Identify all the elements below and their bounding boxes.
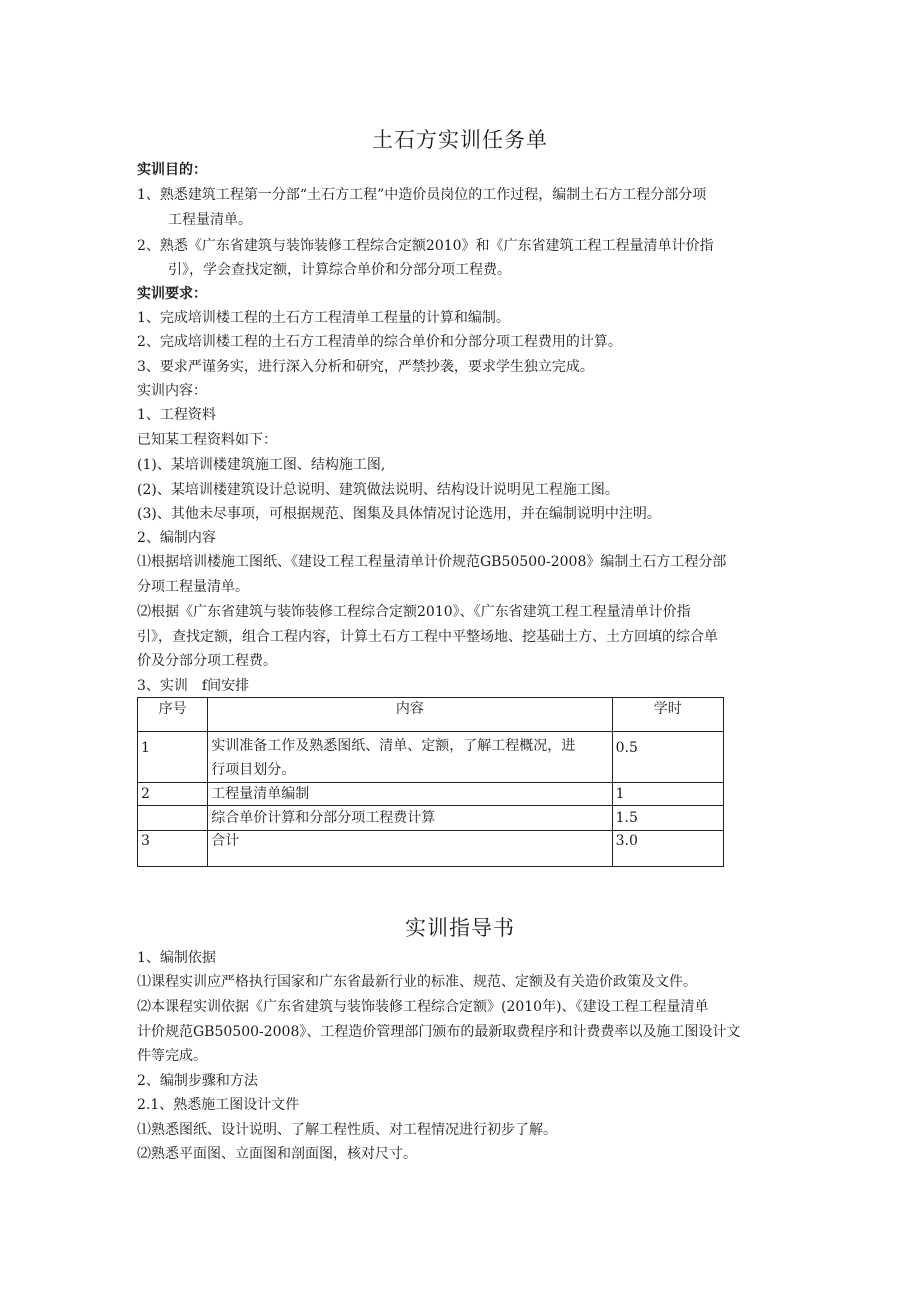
- schedule-table: [137, 697, 724, 867]
- row-no: 2: [138, 783, 208, 806]
- requirement-item: 2、完成培训楼工程的土石方工程清单的综合单价和分部分项工程费用的计算。: [137, 334, 622, 350]
- purpose-heading: 实训目的：: [137, 162, 207, 178]
- content-item-2: ⑵根据《广东省建筑与装饰装修工程综合定额2010》、《广东省建筑工程工程量清单计价指: [137, 604, 691, 620]
- row-content: 合计: [208, 831, 612, 867]
- table-row: [138, 806, 724, 831]
- guide-sec21: 2.1、熟悉施工图设计文件: [137, 1097, 300, 1113]
- guide-item-cont: 件等完成。: [137, 1048, 207, 1064]
- content-item-2-cont: 价及分部分项工程费。: [137, 653, 277, 669]
- header-hours: 学时: [612, 698, 723, 732]
- content-item-1: ⑴根据培训楼施工图纸、《建设工程工程量清单计价规范GB50500-2008》编制土石方工程分部: [137, 554, 727, 570]
- guide-item: ⑵本课程实训依据《广东省建筑与装饰装修工程综合定额》(2010年)、《建设工程工程量清单: [137, 999, 709, 1015]
- content-item-1-cont: 分项工程量清单。: [137, 579, 249, 595]
- material-item: (2)、某培训楼建筑设计总说明、建筑做法说明、结构设计说明见工程施工图。: [137, 482, 619, 498]
- row-content: [208, 732, 612, 783]
- row-hours: 3.0: [612, 831, 723, 867]
- guide-sec1: 1、编制依据: [137, 950, 216, 966]
- requirement-item: 3、要求严谨务实，进行深入分析和研究，严禁抄袭，要求学生独立完成。: [137, 359, 594, 375]
- row-no: 3: [138, 831, 208, 867]
- row-content-line: 实训准备工作及熟悉图纸、清单、定额，了解工程概况，进: [211, 738, 576, 754]
- row-no: [138, 806, 208, 831]
- guide-title: 实训指导书: [405, 916, 515, 940]
- purpose-item-2: 2、熟悉《广东省建筑与装饰装修工程综合定额2010》和《广东省建筑工程工程量清单计价指: [137, 238, 714, 254]
- content-sec2: 2、编制内容: [137, 530, 216, 546]
- row-hours: 1.5: [612, 806, 723, 831]
- purpose-item-1: 1、熟悉建筑工程第一分部“土石方工程”中造价员岗位的工作过程，编制土石方工程分部分项: [137, 187, 707, 203]
- content-sec3: 3、实训 f间安排: [137, 678, 250, 694]
- content-known: 已知某工程资料如下：: [137, 432, 277, 448]
- requirements-heading: 实训要求：: [137, 286, 207, 302]
- task-sheet-title: 土石方实训任务单: [372, 128, 548, 152]
- guide-step: ⑴熟悉图纸、设计说明、了解工程性质、对工程情况进行初步了解。: [137, 1122, 557, 1138]
- row-no: 1: [138, 732, 208, 783]
- material-item: (3)、其他未尽事项，可根据规范、图集及具体情况讨论选用，并在编制说明中注明。: [137, 506, 661, 522]
- requirement-item: 1、完成培训楼工程的土石方工程清单工程量的计算和编制。: [137, 310, 510, 326]
- guide-sec2: 2、编制步骤和方法: [137, 1073, 258, 1089]
- table-row: [138, 732, 724, 783]
- material-item: (1)、某培训楼建筑施工图、结构施工图,: [137, 457, 386, 473]
- purpose-item-1-cont: 工程量清单。: [168, 212, 252, 228]
- header-content: 内容: [208, 698, 612, 732]
- row-content: 工程量清单编制: [208, 783, 612, 806]
- guide-item: ⑴课程实训应严格执行国家和广东省最新行业的标准、规范、定额及有关造价政策及文件。: [137, 974, 697, 990]
- row-hours: 1: [612, 783, 723, 806]
- guide-item-cont: 计价规范GB50500-2008》、工程造价管理部门颁布的最新取费程序和计费费率以及施工图设计文: [137, 1024, 741, 1040]
- row-hours: 0.5: [612, 732, 723, 783]
- row-content-line: 行项目划分。: [211, 762, 296, 778]
- content-item-2-cont: 引》，查找定额，组合工程内容，计算土石方工程中平整场地、挖基础土方、土方回填的综合单: [137, 629, 718, 645]
- content-heading: 实训内容：: [137, 383, 207, 399]
- row-content: 综合单价计算和分部分项工程费计算: [208, 806, 612, 831]
- table-row: [138, 831, 724, 867]
- table-row: [138, 783, 724, 806]
- table-header-row: [138, 698, 724, 732]
- guide-step: ⑵熟悉平面图、立面图和剖面图，核对尺寸。: [137, 1146, 417, 1162]
- purpose-item-2-cont: 引》，学会查找定额，计算综合单价和分部分项工程费。: [168, 262, 511, 278]
- content-sec1: 1、工程资料: [137, 407, 216, 423]
- header-no: 序号: [138, 698, 208, 732]
